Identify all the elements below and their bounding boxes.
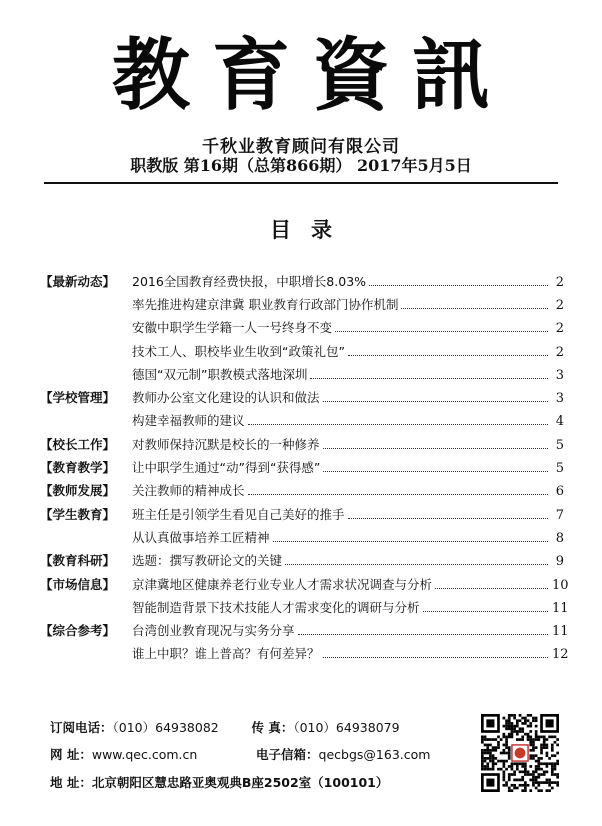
toc-entry-title: 谁上中职？谁上普高？有何差异？: [132, 646, 320, 662]
issue-line: 职教版 第16期（总第866期） 2017年5月5日: [130, 156, 472, 175]
web-link[interactable]: www.qec.com.cn: [91, 747, 198, 762]
toc-leader-dots: [323, 401, 548, 402]
toc-page-number: 5: [555, 461, 564, 477]
toc-leader-dots: [369, 285, 548, 286]
toc-entry-title: 技术工人、职校毕业生收到“政策礼包”: [132, 343, 345, 359]
toc-page-number: 11: [552, 600, 569, 616]
toc-leader-dots: [401, 308, 548, 309]
toc-entry: [132, 551, 564, 569]
toc-leader-dots: [298, 634, 548, 635]
contact-phone-line: [50, 718, 400, 736]
toc-category: 【市场信息】: [40, 576, 116, 592]
address-label: 地 址：: [50, 775, 92, 790]
toc-leader-dots: [423, 611, 548, 612]
toc-category: 【教育教学】: [40, 460, 116, 476]
toc-row[interactable]: [40, 316, 564, 339]
toc-page-number: 2: [555, 344, 564, 360]
phone-value: （010）64938082: [112, 720, 219, 735]
toc-page-number: 2: [555, 297, 564, 313]
toc-row[interactable]: [40, 595, 569, 618]
toc-entry-title: 京津冀地区健康养老行业专业人才需求状况调查与分析: [132, 576, 433, 592]
toc-page-number: 12: [552, 647, 569, 663]
toc-row[interactable]: [40, 339, 564, 362]
toc-entry: [132, 575, 569, 593]
toc-entry: [132, 458, 564, 476]
toc-row[interactable]: [40, 455, 564, 478]
toc-entry-title: 智能制造背景下技术技能人才需求变化的调研与分析: [132, 599, 420, 615]
qr-code-icon: [481, 714, 559, 792]
toc-entry: [132, 621, 569, 640]
phone-label: 订阅电话：: [50, 720, 113, 735]
toc-page-number: 4: [555, 414, 564, 430]
toc-leader-dots: [323, 471, 548, 472]
email-link[interactable]: qecbgs@163.com: [318, 747, 431, 762]
toc-entry: [132, 365, 564, 383]
toc-leader-dots: [273, 541, 548, 542]
toc-leader-dots: [248, 424, 548, 425]
masthead: [0, 28, 602, 124]
toc-leader-dots: [323, 448, 548, 449]
toc-row[interactable]: [40, 572, 569, 595]
toc-entry-title: 德国“双元制”职教模式落地深圳: [132, 366, 308, 382]
contact-address-line: [50, 773, 388, 791]
toc-entry-title: 台湾创业教育现况与实务分享: [132, 623, 295, 639]
toc-page-number: 9: [555, 554, 564, 570]
toc-page-number: 2: [555, 321, 564, 337]
web-label: 网 址：: [50, 747, 92, 762]
toc-entry-title: 让中职学生通过“动”得到“获得感”: [132, 460, 321, 476]
toc-leader-dots: [323, 657, 548, 658]
toc-category: 【综合参考】: [40, 623, 116, 639]
toc-entry: [132, 481, 564, 499]
toc-category: 【学生教育】: [40, 506, 116, 522]
toc-category: 【最新动态】: [40, 273, 116, 289]
toc-entry: [132, 435, 564, 453]
toc-row[interactable]: [40, 525, 564, 548]
toc-entry-title: 对教师保持沉默是校长的一种修养: [132, 436, 320, 452]
toc-leader-dots: [310, 378, 548, 379]
toc-page-number: 3: [555, 367, 564, 383]
toc-page-number: 5: [555, 437, 564, 453]
fax-value: （010）64938079: [293, 720, 400, 735]
table-of-contents: [40, 269, 569, 665]
toc-entry: [132, 644, 569, 663]
toc-entry: [132, 598, 569, 616]
toc-row[interactable]: [40, 362, 564, 385]
toc-leader-dots: [348, 518, 548, 519]
toc-page-number: 3: [555, 391, 564, 407]
toc-page-number: 11: [552, 624, 569, 640]
header-divider: [44, 182, 558, 184]
toc-entry-title: 安徽中职学生学籍一人一号终身不变: [132, 320, 333, 336]
toc-page-number: 7: [555, 507, 564, 523]
toc-row[interactable]: [40, 502, 564, 525]
email-label: 电子信箱：: [256, 747, 319, 762]
toc-entry-title: 选题：撰写教研论文的关键: [132, 553, 283, 569]
toc-leader-dots: [348, 355, 548, 356]
toc-row[interactable]: [40, 618, 569, 641]
toc-entry-title: 构建幸福教师的建议: [132, 413, 245, 429]
company-name: 千秋业教育顾问有限公司: [202, 137, 400, 157]
toc-page-number: 8: [555, 530, 564, 546]
toc-entry: [132, 295, 564, 313]
toc-entry-title: 率先推进构建京津冀 职业教育行政部门协作机制: [132, 296, 399, 312]
toc-page-number: 6: [555, 484, 564, 500]
toc-entry: [132, 342, 564, 360]
fax-label: 传 真：: [251, 720, 294, 735]
toc-row[interactable]: [40, 642, 569, 665]
toc-category: 【教育科研】: [40, 553, 116, 569]
toc-page-number: 10: [552, 577, 569, 593]
toc-row[interactable]: [40, 432, 564, 455]
toc-leader-dots: [248, 494, 548, 495]
toc-row[interactable]: [40, 292, 564, 315]
address-value: 北京朝阳区慧忠路亚奥观典B座2502室（100101）: [91, 775, 389, 790]
toc-entry: [132, 318, 564, 336]
toc-leader-dots: [435, 588, 548, 589]
toc-row[interactable]: [40, 269, 564, 292]
contact-web-line: [50, 745, 430, 763]
toc-row[interactable]: [40, 385, 564, 408]
toc-leader-dots: [335, 331, 548, 332]
toc-entry-title: 班主任是引领学生看见自己美好的推手: [132, 506, 345, 522]
newsletter-title: 教育資訊: [111, 30, 512, 121]
toc-category: 【教师发展】: [40, 483, 116, 499]
toc-row[interactable]: [40, 479, 564, 502]
toc-entry: [132, 505, 564, 523]
toc-category: 【学校管理】: [40, 390, 116, 406]
toc-entry: [132, 528, 564, 546]
toc-row[interactable]: [40, 549, 564, 572]
toc-entry-title: 教师办公室文化建设的认识和做法: [132, 390, 320, 406]
toc-entry-title: 从认真做事培养工匠精神: [132, 529, 270, 545]
toc-page-number: 2: [555, 274, 564, 290]
toc-row[interactable]: [40, 409, 564, 432]
toc-entry: [132, 272, 564, 290]
toc-category: 【校长工作】: [40, 436, 116, 452]
toc-entry: [132, 388, 564, 406]
toc-title: 目录: [270, 217, 352, 242]
toc-entry-title: 关注教师的精神成长: [132, 483, 245, 499]
toc-entry: [132, 411, 564, 429]
toc-entry-title: 2016全国教育经费快报，中职增长8.03%: [132, 273, 367, 289]
toc-leader-dots: [285, 564, 548, 565]
